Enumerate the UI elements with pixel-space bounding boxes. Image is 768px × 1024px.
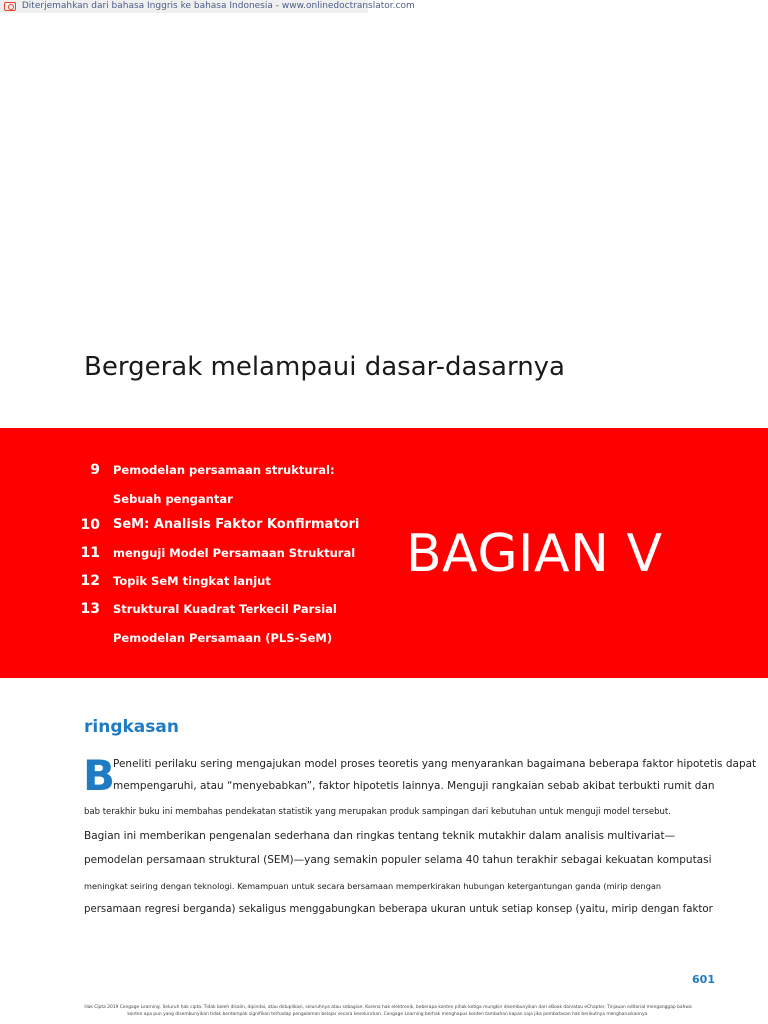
translator-logo-icon <box>4 2 16 11</box>
chapter-label: Struktural Kuadrat Terkecil Parsial <box>113 602 337 616</box>
chapter-label: Pemodelan persamaan struktural: <box>113 463 335 477</box>
copyright-line: konten apa pun yang disembunyikan tidak berdampak signifikan terhadap pengalaman belajar secara keseluruhan. Cengage Learning berhak menghapus konten tambahan kapan saja jika pembatasan hak berikutnya mengharuskannya. <box>127 1012 649 1017</box>
chapter-label: Topik SeM tingkat lanjut <box>113 574 271 588</box>
summary-line: meningkat seiring dengan teknologi. Kemampuan untuk secara bersamaan memperkirakan hubungan ketergantungan ganda (mirip dengan <box>84 881 662 891</box>
chapter-label: menguji Model Persamaan Struktural <box>113 546 356 560</box>
chapter-item <box>0 491 400 515</box>
chapter-label: Pemodelan Persamaan (PLS-SeM) <box>113 631 333 645</box>
part-title: Bergerak melampaui dasar-dasarnya <box>84 352 565 382</box>
chapter-number: 10 <box>80 517 100 533</box>
copyright-notice <box>58 1004 718 1018</box>
chapter-item <box>0 573 400 597</box>
chapter-item <box>0 462 400 486</box>
chapter-item <box>0 601 400 625</box>
page-number: 601 <box>692 973 715 986</box>
translator-banner-text[interactable]: Diterjemahkan dari bahasa Inggris ke bahasa Indonesia - www.onlinedoctranslator.com <box>21 1 415 11</box>
chapter-item <box>0 630 400 654</box>
chapter-item <box>0 545 400 569</box>
chapter-number: 11 <box>80 545 100 561</box>
chapter-number: 9 <box>90 462 100 478</box>
part-label: BAGIAN V <box>406 524 663 584</box>
drop-cap: B <box>83 751 116 800</box>
summary-line: Bagian ini memberikan pengenalan sederhana dan ringkas tentang teknik mutakhir dalam analisis multivariat— <box>84 830 676 842</box>
chapter-label: Sebuah pengantar <box>113 492 233 506</box>
chapter-number: 13 <box>80 601 100 617</box>
summary-heading: ringkasan <box>84 717 179 737</box>
part-banner <box>0 428 768 678</box>
summary-line: persamaan regresi berganda) sekaligus menggabungkan beberapa ukuran untuk setiap konsep (yaitu, mirip dengan faktor <box>84 904 713 915</box>
summary-line: pemodelan persamaan struktural (SEM)—yang semakin populer selama 40 tahun terakhir sebagai kekuatan komputasi <box>84 854 712 866</box>
copyright-line: Hak Cipta 2019 Cengage Learning. Seluruh hak cipta. Tidak boleh disalin, dipindai, atau diduplikasi, seluruhnya atau sebagian. Karena hak elektronik, beberapa konten pihak ketiga mungkin disembunyikan dari eBook dan/atau eChapter. Tinjauan editorial menganggap bahwa <box>84 1005 692 1010</box>
summary-line: mempengaruhi, atau “menyebabkan”, faktor hipotetis lainnya. Menguji rangkaian sebab akibat terbukti rumit dan <box>113 780 715 792</box>
chapter-item <box>0 517 400 541</box>
chapter-number: 12 <box>80 573 100 589</box>
summary-line: Peneliti perilaku sering mengajukan model proses teoretis yang menyarankan bagaimana beberapa faktor hipotetis dapat <box>113 758 757 770</box>
summary-line: bab terakhir buku ini membahas pendekatan statistik yang merupakan produk sampingan dari kebutuhan untuk menguji model tersebut. <box>84 807 671 817</box>
translator-banner[interactable] <box>0 0 415 13</box>
chapter-label: SeM: Analisis Faktor Konfirmatori <box>113 517 360 532</box>
